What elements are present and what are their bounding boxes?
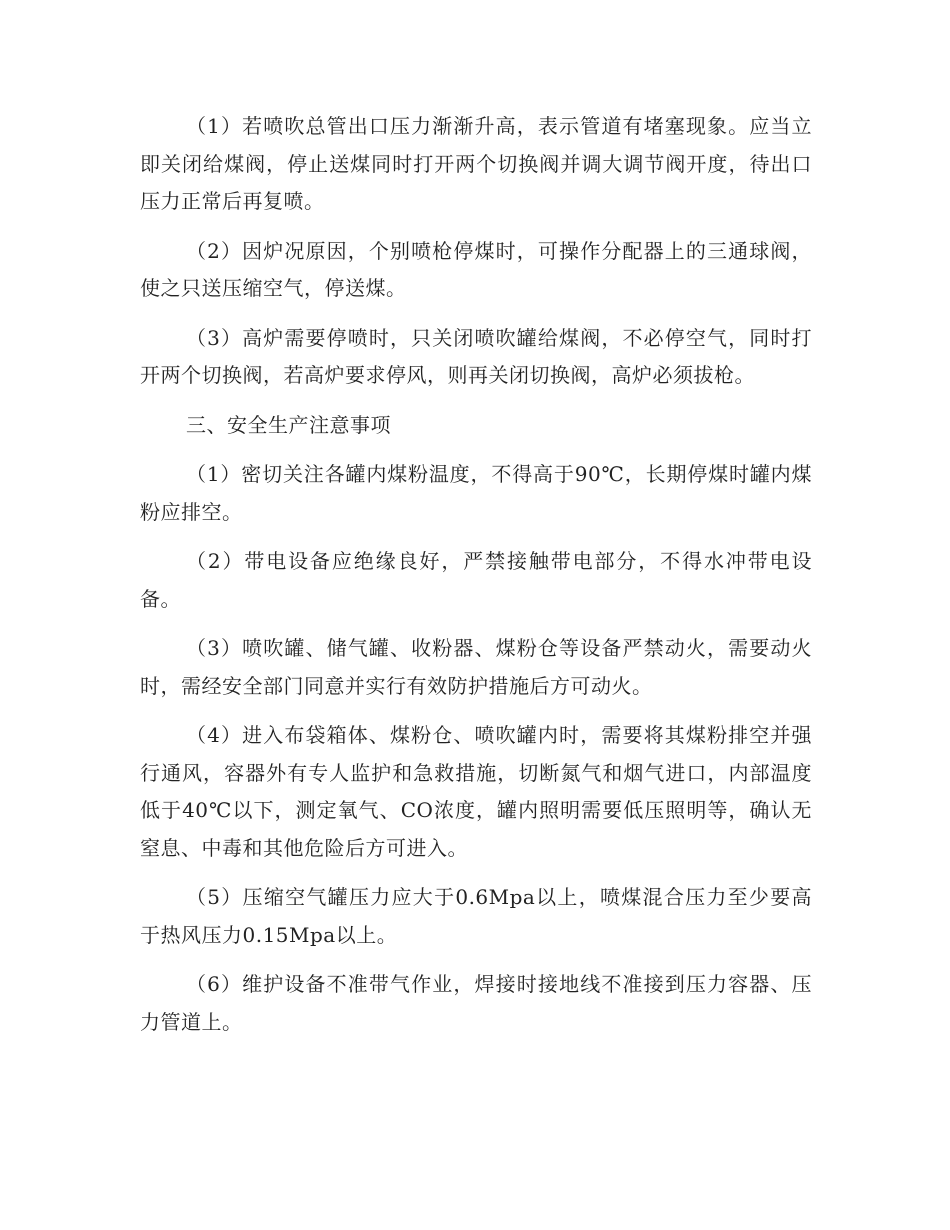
- paragraph-individual-lance-stop: （2）因炉况原因，个别喷枪停煤时，可操作分配器上的三通球阀，使之只送压缩空气，停送煤。: [140, 238, 812, 300]
- paragraph-coal-powder-temperature: （1）密切关注各罐内煤粉温度，不得高于90℃，长期停煤时罐内煤粉应排空。: [140, 462, 812, 524]
- paragraph-confined-space-entry: （4）进入布袋箱体、煤粉仓、喷吹罐内时，需要将其煤粉排空并强行通风，容器外有专人监护和急救措施，切断氮气和烟气进口，内部温度低于40℃以下，测定氧气、CO浓度，罐内照明需要低压照明等，确认无窒息、中毒和其他危险后方可进入。: [140, 723, 812, 860]
- document-body: [140, 108, 812, 1053]
- paragraph-blast-furnace-stop-injection: （3）高炉需要停喷时，只关闭喷吹罐给煤阀，不必停空气，同时打开两个切换阀，若高炉要求停风，则再关闭切换阀，高炉必须拔枪。: [140, 325, 812, 387]
- paragraph-compressed-air-pressure: （5）压缩空气罐压力应大于0.6Mpa以上，喷煤混合压力至少要高于热风压力0.15Mpa以上。: [140, 885, 812, 947]
- paragraph-maintenance-welding: （6）维护设备不准带气作业，焊接时接地线不准接到压力容器、压力管道上。: [140, 972, 812, 1034]
- paragraph-electrical-insulation: （2）带电设备应绝缘良好，严禁接触带电部分，不得水冲带电设备。: [140, 549, 812, 611]
- paragraph-no-open-fire: （3）喷吹罐、储气罐、收粉器、煤粉仓等设备严禁动火，需要动火时，需经安全部门同意并实行有效防护措施后方可动火。: [140, 636, 812, 698]
- paragraph-coal-injection-pipe-blockage: （1）若喷吹总管出口压力渐渐升高，表示管道有堵塞现象。应当立即关闭给煤阀，停止送煤同时打开两个切换阀并调大调节阀开度，待出口压力正常后再复喷。: [140, 114, 812, 213]
- section-heading-safety-notes: 三、安全生产注意事项: [186, 412, 391, 437]
